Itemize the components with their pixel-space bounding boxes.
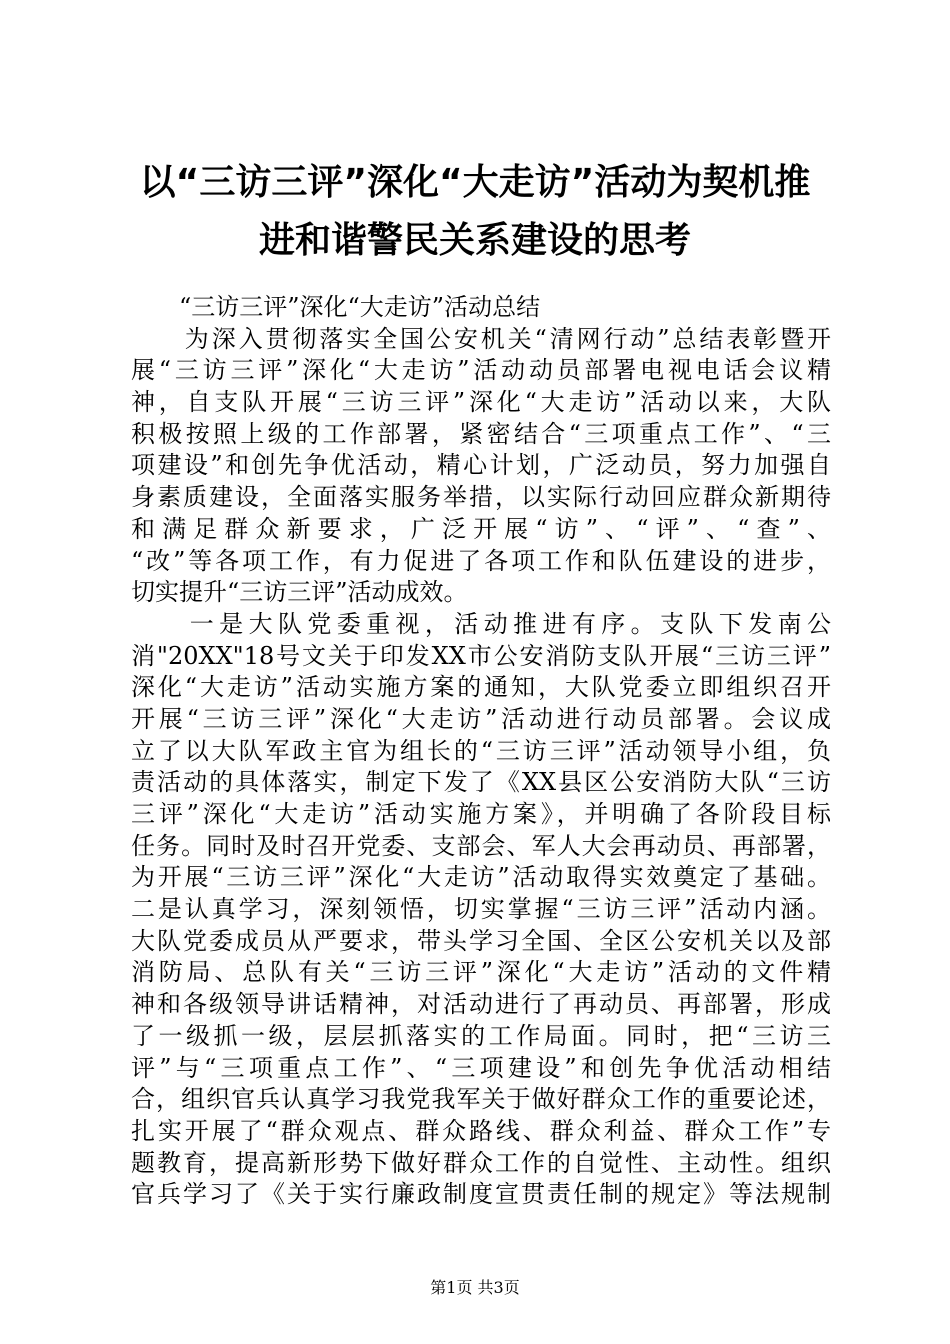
document-title-line-2: 进和谐警民关系建设的思考 [258,220,691,261]
body-line: 题教育，提高新形势下做好群众工作的自觉性、主动性。组织 [131,1148,831,1177]
body-line: 为开展“三访三评”深化“大走访”活动取得实效奠定了基础。 [131,863,831,892]
page-footer: 第1页 共3页 [430,1278,520,1297]
body-line: 评”与“三项重点工作”、“三项建设”和创先争优活动相结 [131,1053,831,1082]
body-line: 消防局、总队有关“三访三评”深化“大走访”活动的文件精 [131,958,831,987]
body-line: 三评”深化“大走访”活动实施方案》，并明确了各阶段目标 [131,800,831,828]
body-line: 任务。同时及时召开党委、支部会、军人大会再动员、再部署， [131,831,831,860]
body-line: 展“三访三评”深化“大走访”活动动员部署电视电话会议精 [131,356,831,385]
body-line: 官兵学习了《关于实行廉政制度宣贯责任制的规定》等法规制 [131,1180,831,1209]
body-line: “三访三评”深化“大走访”活动总结 [131,293,541,321]
body-line: 二是认真学习，深刻领悟，切实掌握“三访三评”活动内涵。 [131,895,831,924]
body-line: 深化“大走访”活动实施方案的通知，大队党委立即组织召开 [131,673,831,702]
body-line: 消"20XX"18号文关于印发XX市公安消防支队开展“三访三评” [131,641,831,670]
body-line: 扎实开展了“群众观点、群众路线、群众利益、群众工作”专 [131,1116,831,1145]
body-line: 大队党委成员从严要求，带头学习全国、全区公安机关以及部 [131,926,831,955]
body-line: “改”等各项工作，有力促进了各项工作和队伍建设的进步， [131,546,831,575]
body-line: 为深入贯彻落实全国公安机关“清网行动”总结表彰暨开 [131,324,831,353]
body-line: 积极按照上级的工作部署，紧密结合“三项重点工作”、“三 [131,419,831,448]
body-line: 合，组织官兵认真学习我党我军关于做好群众工作的重要论述， [131,1085,831,1114]
body-line: 开展“三访三评”深化“大走访”活动进行动员部署。会议成 [131,704,831,733]
body-line: 一是大队党委重视，活动推进有序。支队下发南公 [131,609,831,638]
body-line: 立了以大队军政主官为组长的“三访三评”活动领导小组，负 [131,736,831,765]
body-line: 和满足群众新要求，广泛开展“访”、“评”、“查”、 [131,514,831,543]
document-title-line-1: 以“三访三评”深化“大走访”活动为契机推 [139,162,811,203]
body-line: 身素质建设，全面落实服务举措，以实际行动回应群众新期待 [131,483,831,512]
document-body [131,292,831,1211]
body-line: 项建设”和创先争优活动，精心计划，广泛动员，努力加强自 [131,451,831,480]
body-line: 责活动的具体落实，制定下发了《XX县区公安消防大队“三访 [131,768,831,797]
body-line: 神，自支队开展“三访三评”深化“大走访”活动以来，大队 [131,388,831,417]
body-line: 神和各级领导讲话精神，对活动进行了再动员、再部署，形成 [131,990,831,1019]
body-line: 切实提升“三访三评”活动成效。 [131,578,468,607]
body-line: 了一级抓一级，层层抓落实的工作局面。同时，把“三访三 [131,1021,831,1050]
